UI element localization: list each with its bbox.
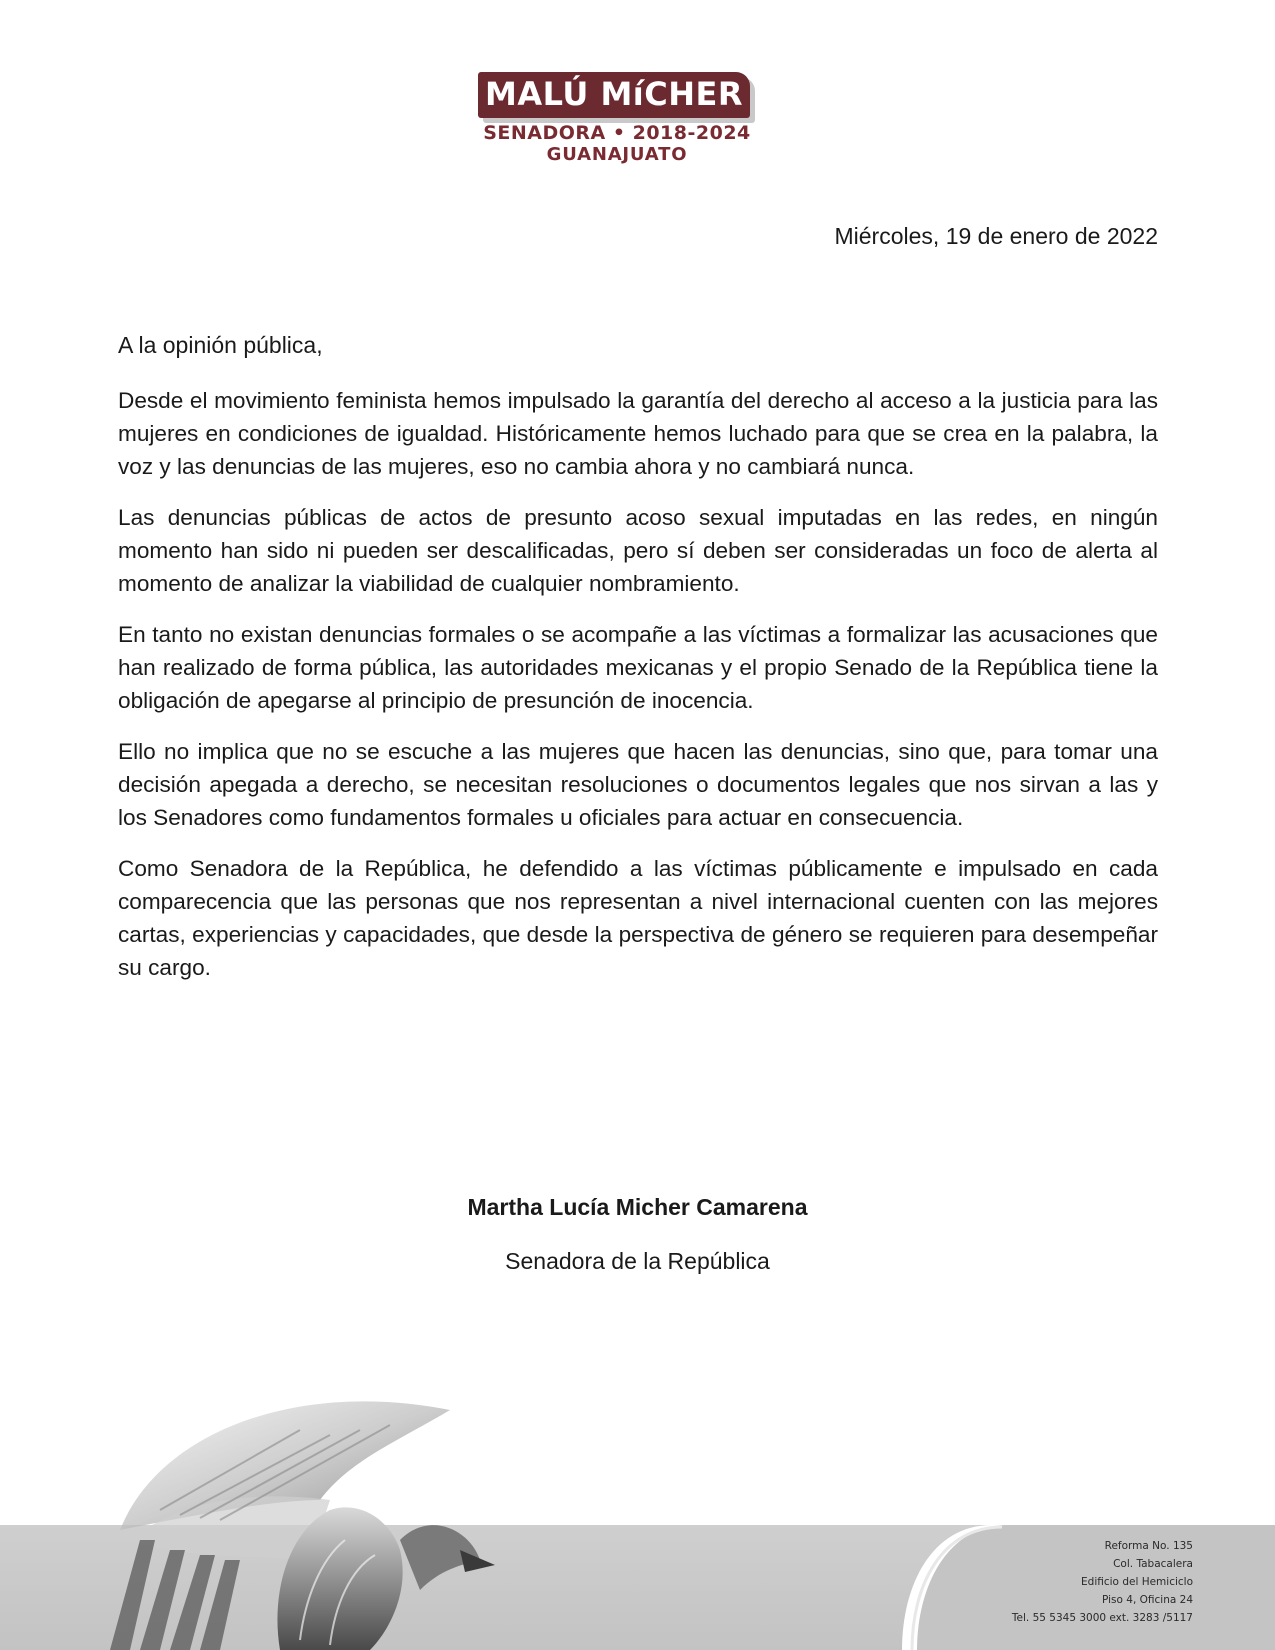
letter-body [118,384,1158,1002]
address-line: Edificio del Hemiciclo [1081,1576,1193,1588]
address-line: Tel. 55 5345 3000 ext. 3283 /5117 [1011,1612,1193,1624]
paragraph: Desde el movimiento feminista hemos impulsado la garantía del derecho al acceso a la justicia para las mujeres en condiciones de igualdad. Históricamente hemos luchado para que se crea en la palabra, la voz y las denuncias de las mujeres, eso no cambia ahora y no cambiará nunca. [118,388,1158,479]
paragraph: Como Senadora de la República, he defendido a las víctimas públicamente e impulsado en cada comparecencia que las personas que nos representan a nivel internacional cuenten con las mejores cartas, experiencias y capacidades, que desde la perspectiva de género se requieren para desempeñar su cargo. [118,856,1158,980]
paragraph: Ello no implica que no se escuche a las mujeres que hacen las denuncias, sino que, para tomar una decisión apegada a derecho, se necesitan resoluciones o documentos legales que nos sirvan a las y los Senadores como fundamentos formales u oficiales para actuar en consecuencia. [118,739,1158,830]
address-line: Piso 4, Oficina 24 [1102,1594,1193,1606]
contact-address [1012,1537,1193,1627]
paragraph: En tanto no existan denuncias formales o se acompañe a las víctimas a formalizar las acusaciones que han realizado de forma pública, las autoridades mexicanas y el propio Senado de la República tiene la obligación de apegarse al principio de presunción de inocencia. [118,622,1158,713]
letter-date: Miércoles, 19 de enero de 2022 [834,223,1158,249]
address-line: Reforma No. 135 [1104,1540,1193,1552]
signature-name: Martha Lucía Micher Camarena [467,1194,808,1220]
address-line: Col. Tabacalera [1113,1558,1193,1570]
senator-logo [474,72,760,164]
logo-role: SENADORA • 2018-2024 [483,122,751,144]
logo-name: MALÚ MíCHER [484,75,744,113]
paragraph: Las denuncias públicas de actos de presunto acoso sexual imputadas en las redes, en ningún momento han sido ni pueden ser descalificadas, pero sí deben ser consideradas un foco de alerta al momento de analizar la viabilidad de cualquier nombramiento. [118,505,1158,596]
signature-title: Senadora de la República [505,1248,770,1274]
logo-state: GUANAJUATO [546,144,688,165]
eagle-emblem-icon [100,1390,500,1650]
letter-salutation: A la opinión pública, [118,332,323,358]
